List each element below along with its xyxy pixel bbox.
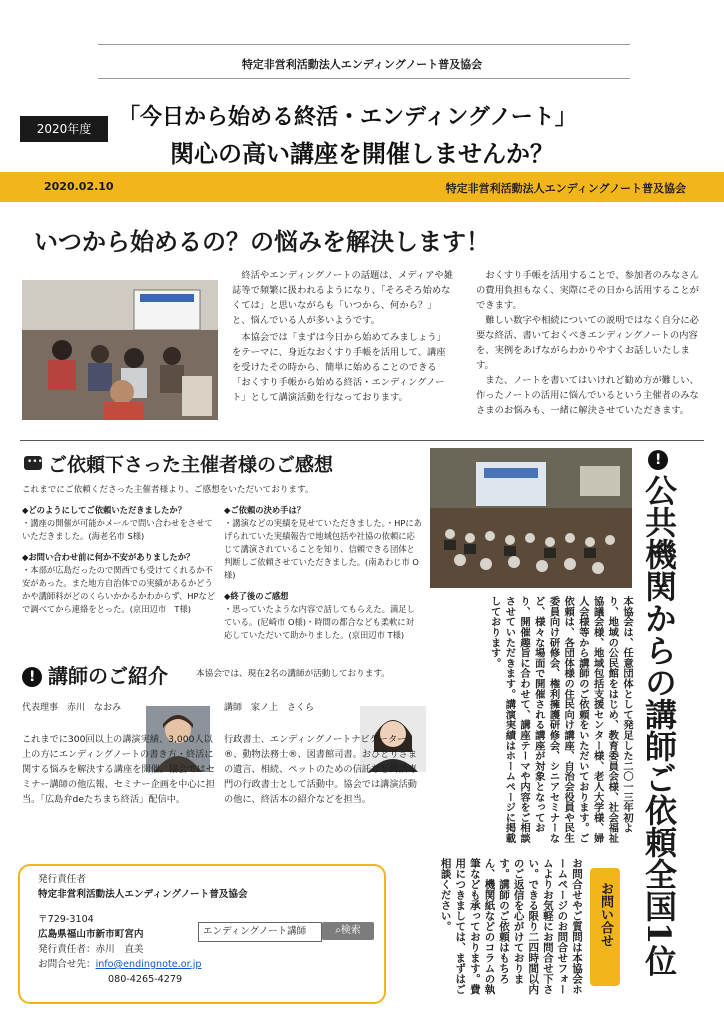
testimonial-question: ◆どのようにしてご依頼いただきましたか？ [22,505,187,515]
intro-column-2 [476,268,700,418]
intro-title: いつから始めるの？の悩みを解決します！ [34,227,490,256]
instructors-title: 講師のご紹介 [48,664,168,688]
testimonials-title: ご依頼下さった主催者様のご感想 [48,454,334,476]
testimonial-answer: ・思っていたような内容で話してもらえた。満足している。(尼崎市 O様)・時間の都合なども柔軟に対応していただいて助かりました。(京田辺市 T様) [224,604,415,640]
lecture-hall-photo [430,448,632,588]
intro-paragraph: おくすり手帳を活用することで、参加者のみなさんの費用負担もなく、実際にその日から活用することができます。 [476,270,699,311]
testimonials-intro: これまでにご依頼くださった主催者様より、ご感想をいただいております。 [22,485,314,495]
intro-paragraph: 難しい数字や相続についての説明ではなく自分に必要な終活、書いておくべきエンディングノートの内容を、実例をあげながらわかりやすくお話しいたします。 [476,315,699,371]
alert-icon: ! [648,450,668,470]
testimonial-item [22,551,220,616]
organization-name: 特定非営利活動法人エンディングノート普及協会 [241,58,483,71]
alert-icon: ! [22,667,42,687]
top-rule-2 [98,78,630,79]
contact-tab [590,868,620,986]
testimonial-item [224,504,422,582]
email-link[interactable]: info@endingnote.or.jp [95,959,202,970]
section-divider [20,440,704,441]
intro-column-1 [232,268,454,405]
testimonials-right-column [224,504,422,642]
testimonial-question: ◆終了後のご感想 [224,591,289,601]
publisher-label: 発行責任者 [38,874,86,885]
address: 広島県福山市新市町宮内 [38,929,144,940]
publisher-org: 特定非営利活動法人エンディングノート普及協会 [38,889,248,900]
top-rule [98,44,630,45]
testimonial-item [224,590,422,642]
lecture-hall-drawing [430,448,632,588]
issue-date: 2020.02.10 [44,180,114,193]
instructors-note: 本協会では、現在2名の講師が活動しております。 [196,669,390,679]
testimonial-item [22,504,220,543]
testimonial-question: ◆お問い合わせ前に何か不安がありましたか？ [22,552,195,562]
search-input[interactable]: エンディングノート講師 [198,922,322,942]
speech-bubble-icon: ••• [24,456,42,470]
phone-number: 080-4265-4279 [108,974,183,985]
testimonial-answer: ・講演などの実績を見せていただきました。・HPにあげられていた実績報告で地域包括や社協の依頼に応じて講演されていることを知り、信頼できる団体と判断しご依頼させていただきました。(南あわじ市 O様) [224,518,422,580]
band-organization: 特定非営利活動法人エンディングノート普及協会 [445,182,686,195]
instructor-name: 代表理事 赤川 なおみ [22,703,122,713]
testimonial-question: ◆ご依頼の決め手は？ [224,505,306,515]
testimonial-answer: ・本部が広島だったので関西でも受けてくれるか不安があった。また地方自治体での実績があるかどうかや講師料がどのくらいかかるかわからず、HPなどで調べてから連絡をとった。(京田辺市 T様) [22,565,216,614]
contact-prefix: お問合せ先： [38,959,96,970]
public-bodies-body: 本協会は、任意団体として発足した二〇一三年初より、地域の公民館をはじめ、教育委員会様、社会福祉協議会様、地域包括支援センター様、老人大学様、婦人会様等から講師のご依頼をいただいております。ご依頼は、各団体様の住民向け講座、自治会役員や民生委員向け研修会、権利擁護研修会、シニアセミナーなど、様々な場面で開催される講座が対象となっており、開催趣旨に合わせて、講座テーマや内容をご相談させていただきます。講演実績はホームページに掲載しております。 [488,596,633,844]
public-bodies-headline: 公共機関からの講師ご依頼全国1位 [640,474,678,977]
intro-paragraph: 終活やエンディングノートの話題は、メディアや雑誌等で頻繁に扱われるようになり、「そろそろ始めなくては」と思いながらも「いつから、何から？」と、悩んでいる人が多いようです。 [232,270,453,326]
search-button[interactable] [322,922,374,940]
seminar-photo-small [22,280,218,420]
contact-line [38,957,338,972]
postal-code: 〒729-3104 [38,914,94,925]
contact-body: お問合せやご質問は本協会ホームページのお問合せフォームよりお気軽にお問合せ下さい。できる限り二四時間以内のご返信を心がけております。講師のご依頼はもちろん、機関紙などのコラムの執筆なども承っております。費用につきましては、まずはご相談ください。 [439,858,583,995]
seminar-photo-drawing [22,280,218,420]
testimonials-left-column [22,504,220,616]
search-button-label: 検索 [340,925,361,936]
testimonial-answer: ・講座の開催が可能かメールで問い合わせをさせていただきました。(海老名市 S様) [22,518,213,541]
search-icon: ⌕ [335,925,341,936]
responsible-person: 発行責任者：赤川 直美 [38,944,144,955]
intro-paragraph: 本協会では「まずは今日から始めてみましょう」をテーマに、身近なおくすり手帳を活用して、講座を受けたその時から、簡単に始めることのできる「おくすり手帳から始める終活・エンディングノート」として講演活動を行なっております。 [232,332,446,403]
year-badge: 2020年度 [20,116,108,142]
headline-line-1: 「今日から始める終活・エンディングノート」 [118,105,577,130]
instructor-name: 講師 家ノ上 さくら [224,703,315,713]
date-band [0,172,724,202]
contact-tab-label: お問い合せ [598,882,613,947]
instructor-bio: 行政書士、エンディングノートナビゲーター®、動物法務士®、図書館司書。おひとりさまの遺言、相続、ペットのための信託など終活専門の行政書士として活動中。協会では講演活動の他に、終活本の紹介などを担当。 [224,734,417,805]
intro-paragraph: また、ノートを書いてはいけれど勧め方が難しい、作ったノートの活用に悩んでいるという主催者のみなさまのお悩みも、一緒に解決させていただきます。 [476,375,699,416]
headline-line-2: 関心の高い講座を開催しませんか？ [170,140,554,168]
instructor-bio: これまでに300回以上の講演実績、3,000人以上の方にエンディングノートの書き方・終活に関する悩みを解決する講座を開催。協会ではセミナー講師の他広報、セミナー企画を中心に担当。「広島弁deたちまち終活」配信中。 [22,734,215,805]
